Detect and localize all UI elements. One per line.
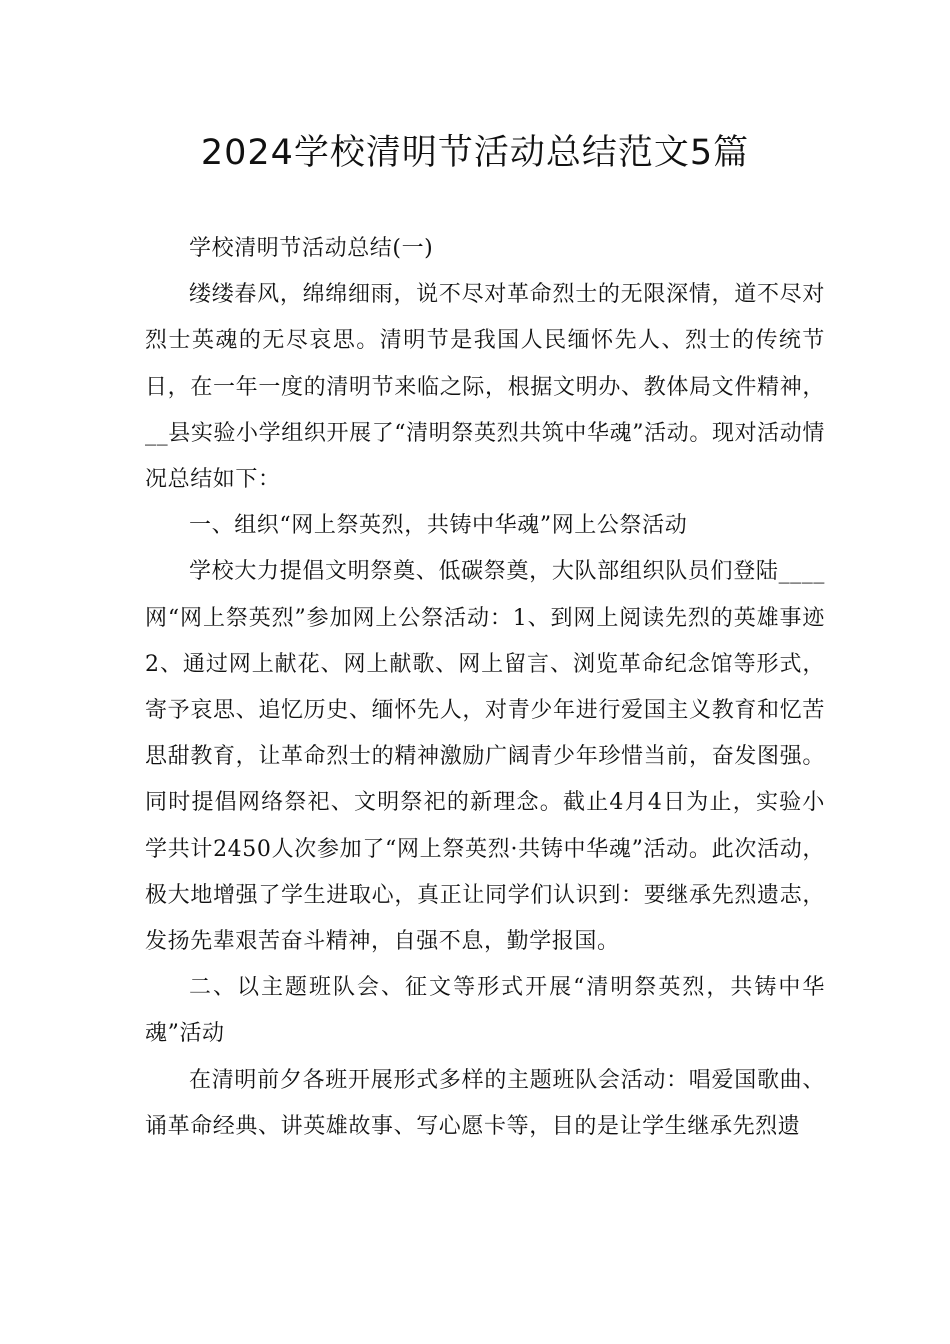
document-body [145, 226, 825, 1150]
section-heading: 一、组织“网上祭英烈，共铸中华魂”网上公祭活动 [189, 513, 688, 539]
section-heading: 二、以主题班队会、征文等形式开展“清明祭英烈，共铸中华魂”活动 [145, 975, 825, 1047]
section-heading: 学校清明节活动总结(一) [189, 236, 434, 261]
body-paragraph: 缕缕春风，绵绵细雨，说不尽对革命烈士的无限深情，道不尽对烈士英魂的无尽哀思。清明节是我国人民缅怀先人、烈士的传统节日，在一年一度的清明节来临之际，根据文明办、教体局文件精神，__县实验小学组织开展了“清明祭英烈共筑中华魂”活动。现对活动情况总结如下： [145, 282, 825, 493]
document-title: 2024学校清明节活动总结范文5篇 [200, 133, 750, 173]
body-paragraph: 在清明前夕各班开展形式多样的主题班队会活动：唱爱国歌曲、诵革命经典、讲英雄故事、写心愿卡等，目的是让学生继承先烈遗 [145, 1067, 825, 1139]
body-paragraph: 学校大力提倡文明祭奠、低碳祭奠，大队部组织队员们登陆____网“网上祭英烈”参加网上公祭活动：1、到网上阅读先烈的英雄事迹2、通过网上献花、网上献歌、网上留言、浏览革命纪念馆等形式，寄予哀思、追忆历史、缅怀先人，对青少年进行爱国主义教育和忆苦思甜教育，让革命烈士的精神激励广阔青少年珍惜当前，奋发图强。同时提倡网络祭祀、文明祭祀的新理念。截止4月4日为止，实验小学共计2450人次参加了“网上祭英烈·共铸中华魂”活动。此次活动，极大地增强了学生进取心，真正让同学们认识到：要继承先烈遗志，发扬先辈艰苦奋斗精神，自强不息，勤学报国。 [145, 559, 825, 955]
